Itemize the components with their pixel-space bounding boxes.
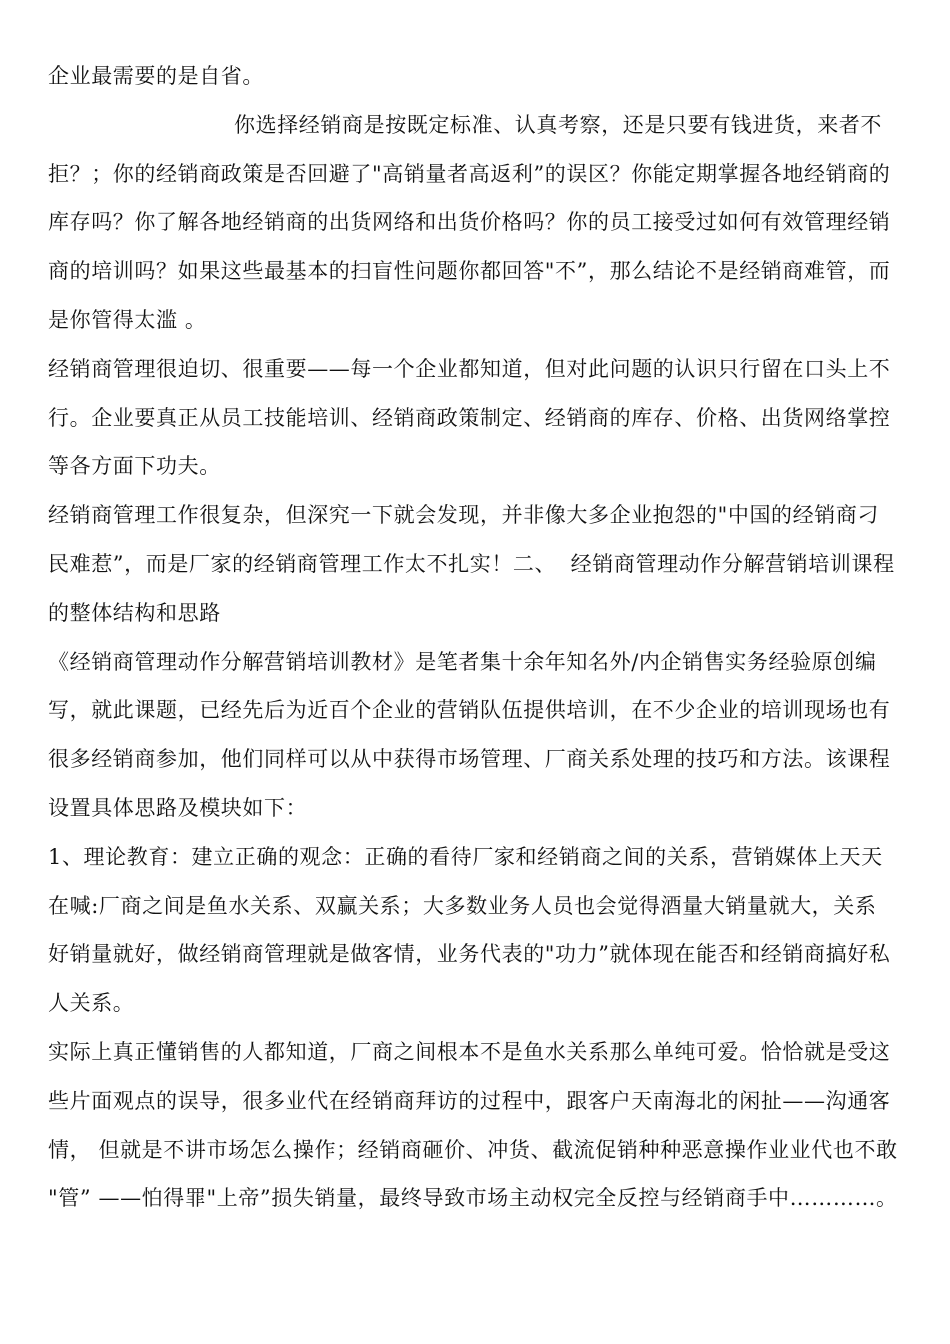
paragraph-dealer-selection-questions: 你选择经销商是按既定标准、认真考察，还是只要有钱进货，来者不拒？；你的经销商政策是否回避了"高销量者高返利”的误区？你能定期掌握各地经销商的库存吗？你了解各地经销商的出货网络和出货价格吗？你的员工接受过如何有效管理经销商的培训吗？如果这些最基本的扫盲性问题你都回答"不”，那么结论不是经销商难管，而是你管得太滥 。 (48, 112, 891, 332)
paragraph-dealer-management-urgency: 经销商管理很迫切、很重要——每一个企业都知道，但对此问题的认识只行留在口头上不行。企业要真正从员工技能培训、经销商政策制定、经销商的库存、价格、出货网络掌控等各方面下功夫。 (48, 356, 891, 479)
paragraph-training-material-intro: 《经销商管理动作分解营销培训教材》是笔者集十余年知名外/内企销售实务经验原创编写，就此课题，已经先后为近百个企业的营销队伍提供培训，在不少企业的培训现场也有很多经销商参加，他们同样可以从中获得市场管理、厂商关系处理的技巧和方法。该课程设置具体思路及模块如下： (48, 649, 891, 820)
paragraph-theory-education: 1、理论教育：建立正确的观念：正确的看待厂家和经销商之间的关系，营销媒体上天天在喊:厂商之间是鱼水关系、双赢关系；大多数业务人员也会觉得酒量大销量就大，关系好销量就好，做经销商管理就是做客情，业务代表的"功力”就体现在能否和经销商搞好私人关系。 (48, 844, 891, 1016)
paragraph-dealer-management-complexity: 经销商管理工作很复杂，但深究一下就会发现，并非像大多企业抱怨的"中国的经销商刁民难惹”，而是厂家的经销商管理工作太不扎实！二、 经销商管理动作分解营销培训课程的整体结构和思路 (48, 503, 895, 625)
paragraph-self-reflection: 企业最需要的是自省。 (48, 64, 264, 88)
document-page (48, 52, 905, 1223)
paragraph-sales-reality: 实际上真正懂销售的人都知道，厂商之间根本不是鱼水关系那么单纯可爱。恰恰就是受这些片面观点的误导，很多业代在经销商拜访的过程中，跟客户天南海北的闲扯——沟通客情， 但就是不讲市场怎么操作；经销商砸价、冲货、截流促销种种恶意操作业业代也不敢 "管” ——怕得罪"上帝”损失销量，最终导致市场主动权完全反控与经销商手中…………。 (48, 1039, 905, 1211)
